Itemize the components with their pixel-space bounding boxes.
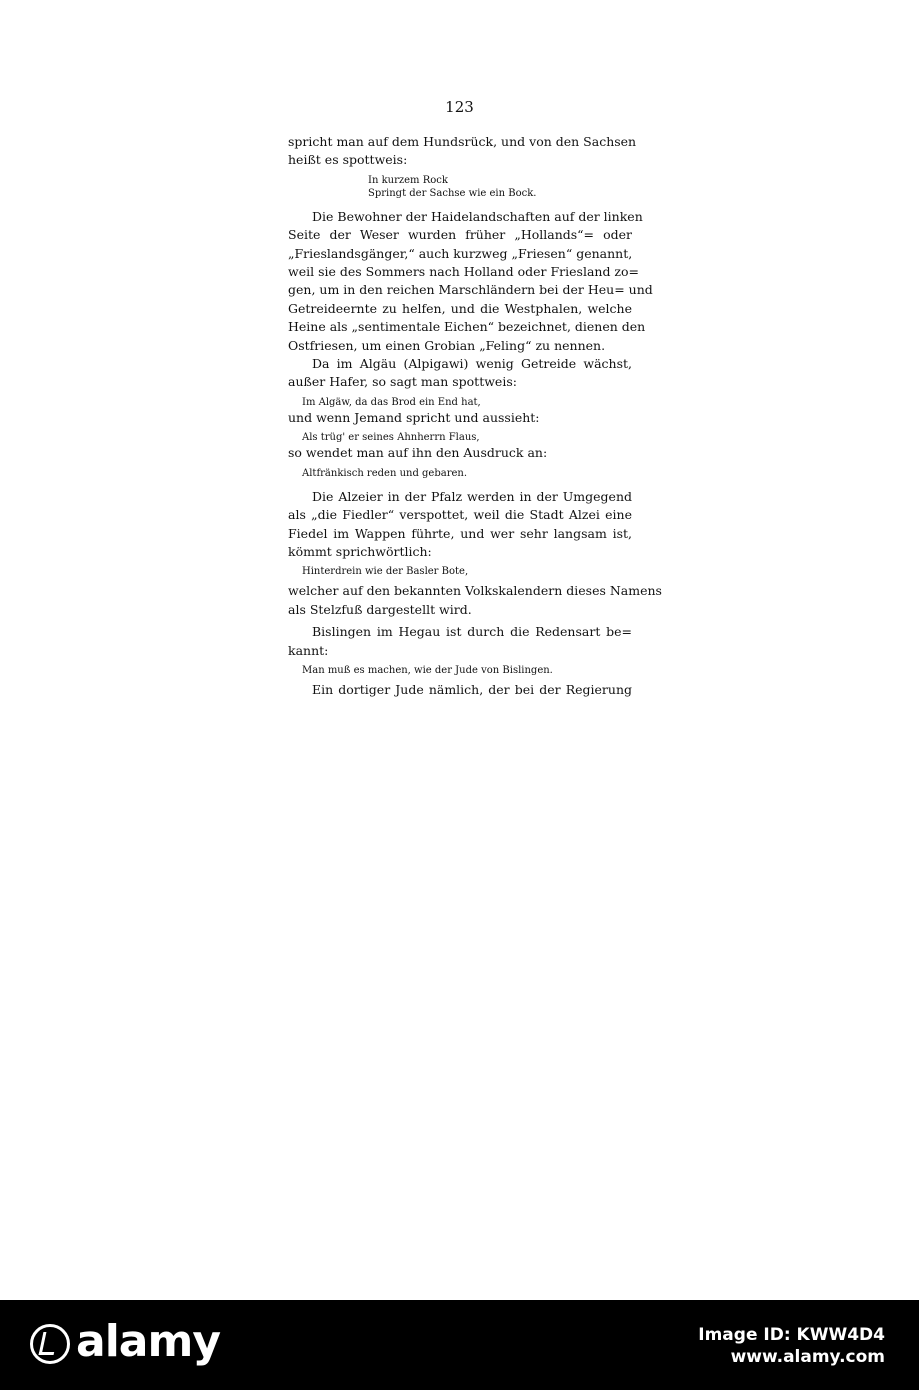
text-line: Seite der Weser wurden früher „Hollands“= oder	[288, 227, 632, 243]
text-line: außer Hafer, so sagt man spottweis:	[288, 374, 517, 390]
text-line: Die Alzeier in der Pfalz werden in der Umgegend	[312, 488, 632, 504]
quoted-verse-line: Im Algäw, da das Brod ein End hat,	[302, 396, 481, 408]
text-line: kannt:	[288, 642, 329, 658]
image-id-block	[698, 1324, 885, 1368]
text-line: Die Bewohner der Haidelandschaften auf der linken	[312, 208, 643, 224]
text-line: kömmt sprichwörtlich:	[288, 543, 432, 559]
text-line: Bislingen im Hegau ist durch die Redensart be=	[312, 624, 632, 640]
quoted-verse-line: Hinterdrein wie der Basler Bote,	[302, 566, 469, 578]
alamy-logo-text: alamy	[76, 1316, 220, 1367]
alamy-logo	[30, 1316, 220, 1367]
text-line: Getreideernte zu helfen, und die Westphalen, welche	[288, 300, 632, 316]
text-line: Ostfriesen, um einen Grobian „Feling“ zu nennen.	[288, 337, 606, 353]
quoted-verse-line: Springt der Sachse wie ein Bock.	[368, 187, 537, 199]
line-gap	[288, 200, 632, 208]
text-line: Ein dortiger Jude nämlich, der bei der Regierung	[312, 681, 632, 697]
quoted-verse-line: Man muß es machen, wie der Jude von Bislingen.	[302, 664, 553, 676]
text-line: gen, um in den reichen Marschländern bei der Heu= und	[288, 282, 653, 298]
page-number: 123	[445, 98, 474, 116]
text-line: heißt es spottweis:	[288, 152, 408, 168]
line-gap	[288, 480, 632, 488]
body-text	[288, 133, 662, 699]
text-line: Fiedel im Wappen führte, und wer sehr langsam ist,	[288, 525, 632, 541]
text-line: weil sie des Sommers nach Holland oder Friesland zo=	[288, 264, 640, 280]
text-line: als „die Fiedler“ verspottet, weil die Stadt Alzei eine	[288, 507, 632, 523]
image-id-text: Image ID: KWW4D4	[698, 1325, 885, 1345]
site-url-text: www.alamy.com	[730, 1347, 885, 1367]
alamy-logo-icon	[30, 1324, 70, 1364]
text-line: „Frieslandsgänger,“ auch kurzweg „Friesen“ genannt,	[288, 245, 633, 261]
quoted-verse-line: In kurzem Rock	[368, 174, 448, 186]
text-line: spricht man auf dem Hundsrück, und von den Sachsen	[288, 134, 637, 149]
quoted-verse-line: Altfränkisch reden und gebaren.	[302, 467, 468, 479]
watermark-bar	[0, 1300, 919, 1390]
text-line: Da im Algäu (Alpigawi) wenig Getreide wächst,	[312, 356, 632, 372]
text-line: Heine als „sentimentale Eichen“ bezeichnet, dienen den	[288, 319, 646, 335]
text-line: und wenn Jemand spricht und aussieht:	[288, 409, 540, 425]
text-line: welcher auf den bekannten Volkskalendern dieses Namens	[288, 583, 662, 599]
text-line: so wendet man auf ihn den Ausdruck an:	[288, 445, 548, 461]
quoted-verse-line: Als trüg' er seines Ahnherrn Flaus,	[302, 432, 480, 444]
text-line: als Stelzfuß dargestellt wird.	[288, 601, 472, 617]
